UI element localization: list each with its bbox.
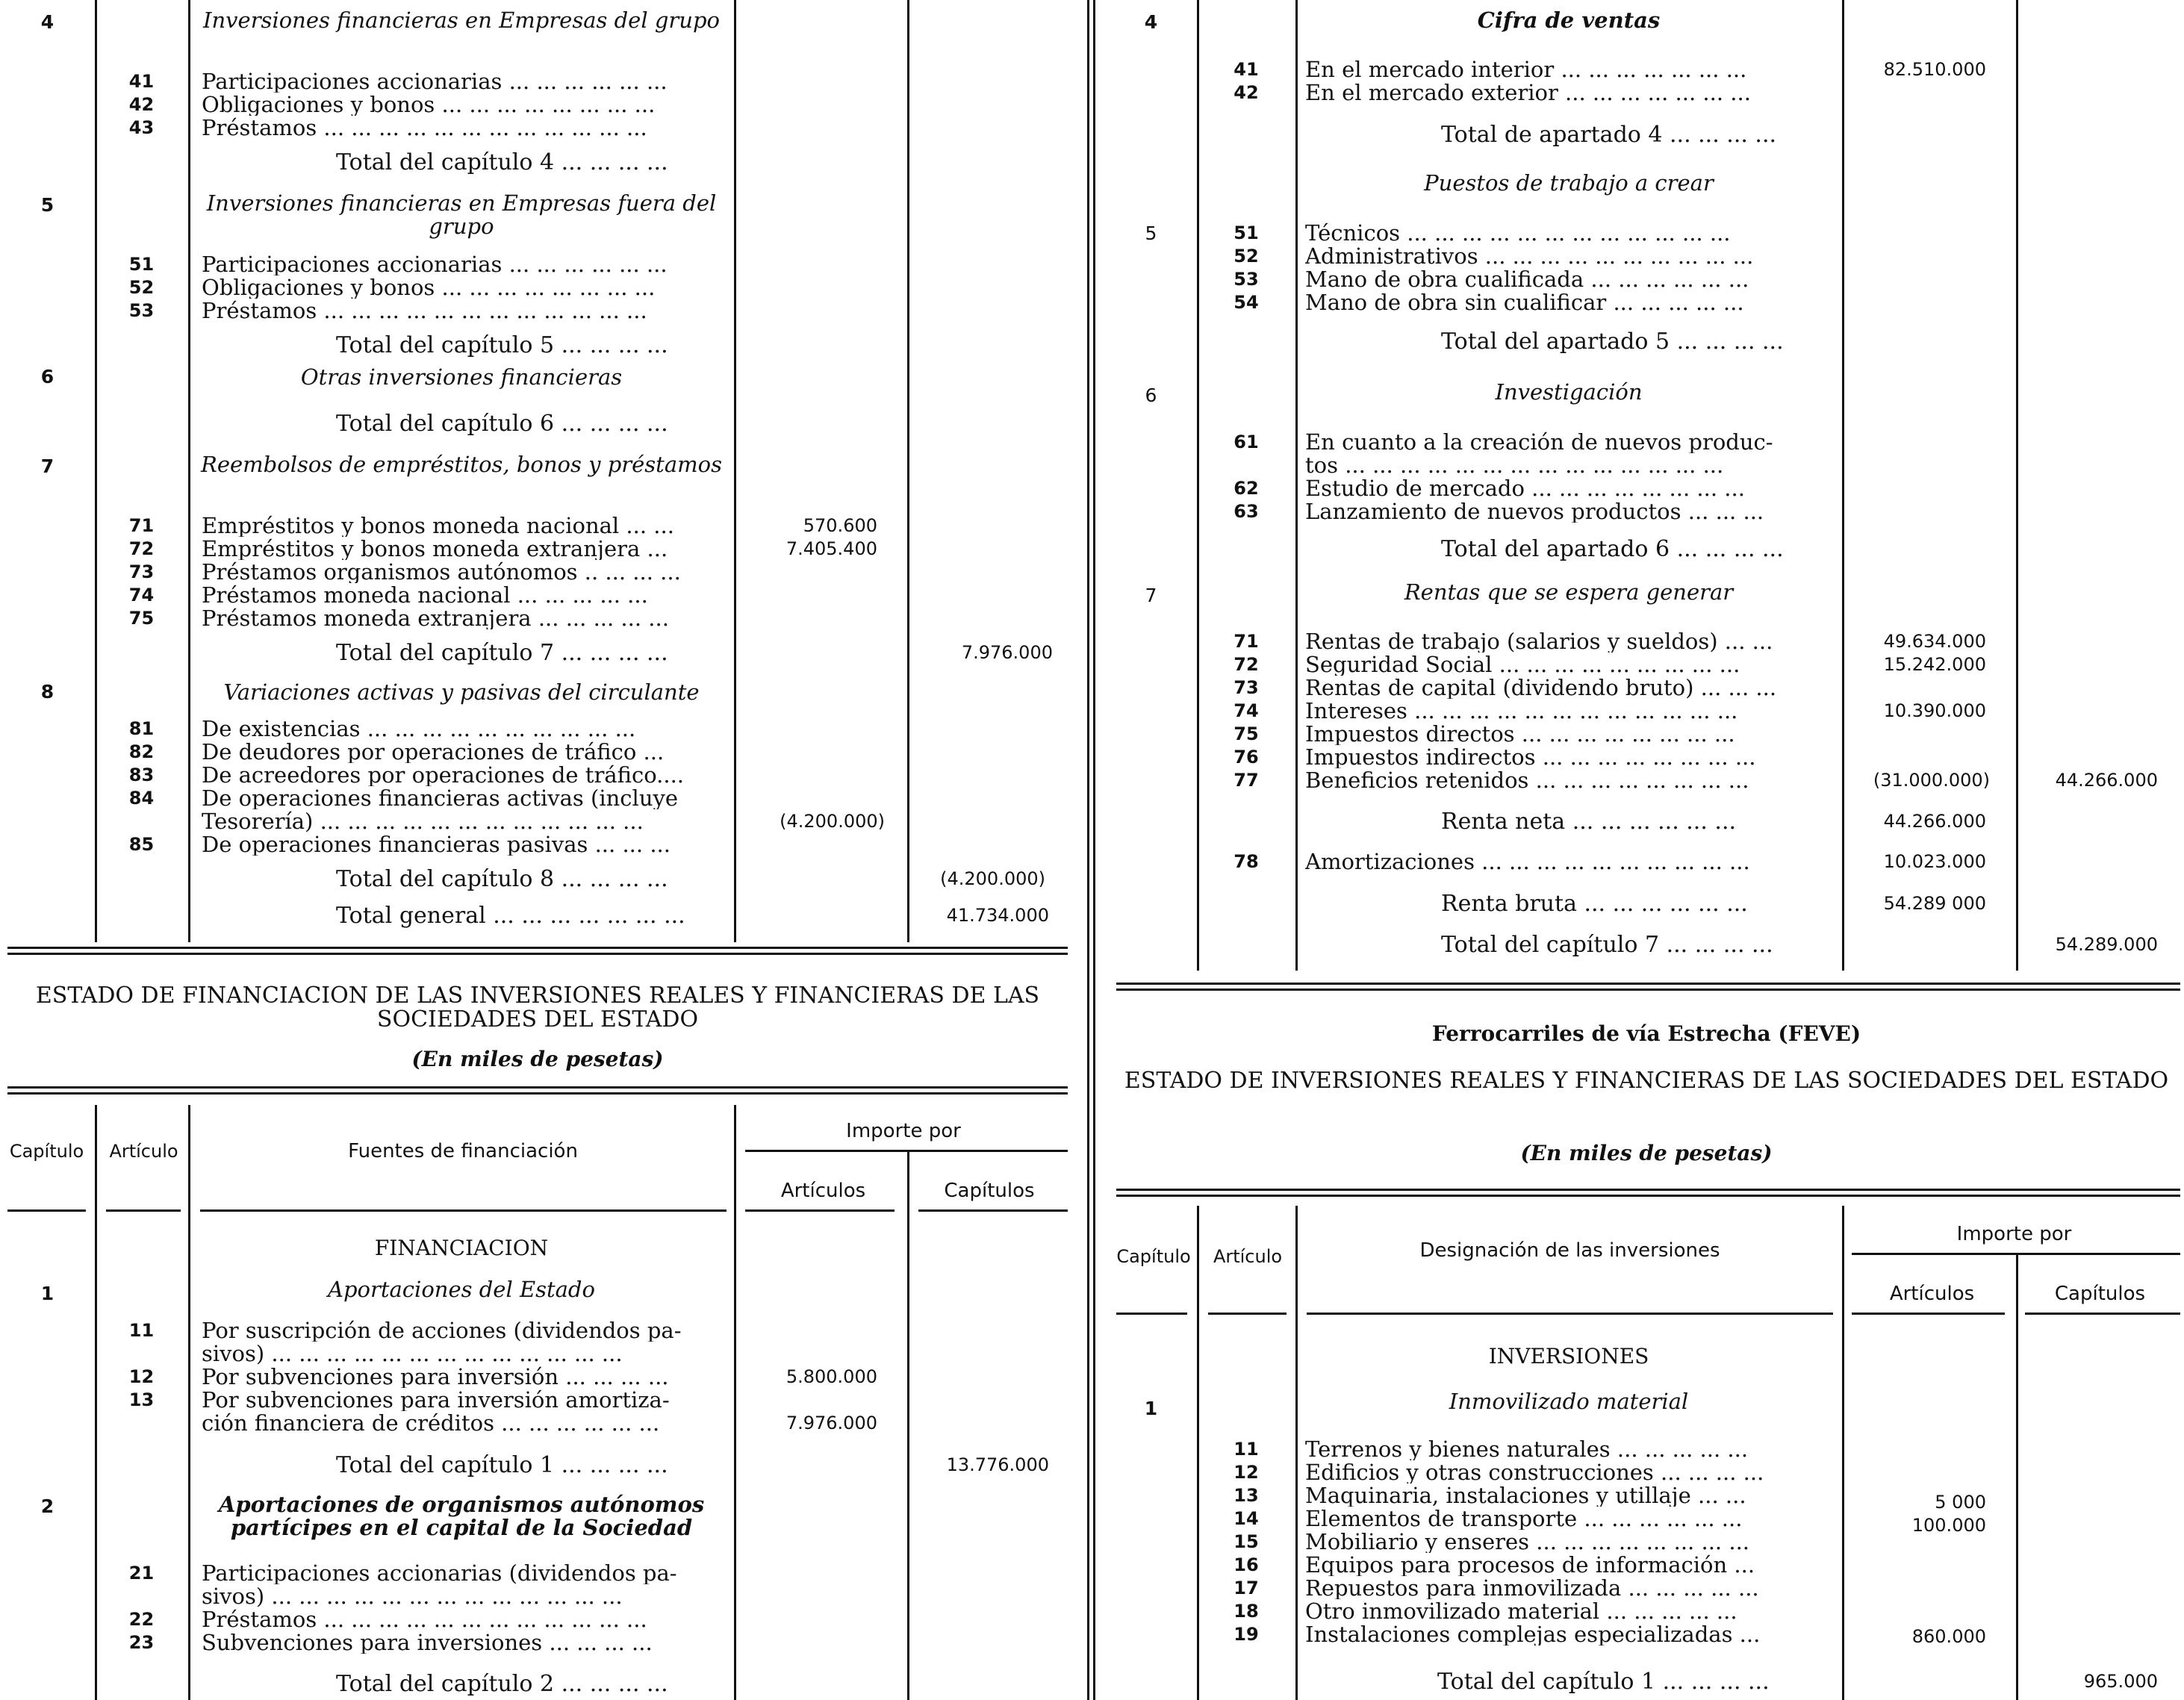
chapter-title: Aportaciones de organismos autónomos partícipes en el capital de la Sociedad (218, 1492, 705, 1540)
articulo-number: 52 (128, 277, 155, 298)
chapter-title: Inversiones financieras en Empresas fuera del grupo (206, 190, 717, 239)
articulo-number: 42 (128, 94, 155, 115)
capitulo-number: 1 (1144, 1398, 1158, 1419)
row-label: Estudio de mercado ... ... ... ... ... ... ... ... (1305, 476, 1745, 499)
chapter-total: Total del apartado 5 ... ... ... ... (1441, 329, 1784, 355)
capitulo-number: 5 (1145, 222, 1157, 244)
col-header-capitulo: Capítulo (9, 1141, 84, 1162)
row-label: Obligaciones y bonos ... ... ... ... ... ... ... ... (202, 92, 656, 116)
chapter-total: Total del capítulo 6 ... ... ... ... (336, 411, 668, 437)
row-label: De operaciones financieras pasivas ... ... ... (202, 832, 671, 856)
articulos-amount: 7.405.400 (785, 538, 877, 559)
grand-total-amount: 41.734.000 (946, 905, 1049, 926)
row-label: Técnicos ... ... ... ... ... ... ... ... ... ... ... ... (1305, 220, 1731, 244)
grand-total: Total general ... ... ... ... ... ... ... (336, 903, 685, 929)
row-label: Amortizaciones ... ... ... ... ... ... ... ... ... ... (1305, 849, 1750, 873)
subtotal-row: Renta bruta ... ... ... ... ... ... (1441, 891, 1748, 917)
table-units: (En miles de pesetas) (1520, 1141, 1773, 1165)
articulo-number: 84 (128, 788, 155, 809)
articulo-number: 23 (128, 1632, 155, 1653)
articulo-number: 74 (1233, 700, 1259, 721)
articulos-amount: 82.510.000 (1883, 59, 1986, 80)
col-header-capitulo: Capítulo (1116, 1246, 1191, 1267)
row-label: En cuanto a la creación de nuevos produc- (1305, 429, 1773, 453)
row-label: Edificios y otras construcciones ... ... ... ... (1305, 1460, 1764, 1483)
row-label: Administrativos ... ... ... ... ... ... ... ... ... ... (1305, 243, 1754, 267)
col-header-articulo: Artículo (1213, 1246, 1283, 1267)
capitulos-amount: 54.289.000 (2055, 934, 2158, 955)
row-label: De existencias ... ... ... ... ... ... ... ... ... ... (202, 716, 636, 740)
col-header-description: Designación de las inversiones (1419, 1239, 1720, 1262)
articulo-number: 51 (128, 254, 155, 275)
chapter-title: Otras inversiones financieras (300, 364, 623, 390)
col-header-capitulos: Capítulos (2054, 1283, 2146, 1305)
capitulo-number: 2 (40, 1495, 55, 1517)
capitulos-amount: 44.266.000 (2055, 770, 2158, 791)
row-label: Maquinaria, instalaciones y utillaje ... ... (1305, 1483, 1746, 1507)
row-label: Mano de obra sin cualificar ... ... ... ... ... (1305, 290, 1744, 314)
articulo-number: 73 (1233, 677, 1259, 698)
subtotal-row: Renta neta ... ... ... ... ... ... (1441, 809, 1737, 835)
row-label: Rentas de capital (dividendo bruto) ... ... ... (1305, 675, 1777, 699)
articulos-amount: 49.634.000 (1883, 631, 1986, 652)
articulo-number: 19 (1233, 1624, 1259, 1645)
row-label-continued: sivos) ... ... ... ... ... ... ... ... ... ... ... ... ... (202, 1341, 623, 1365)
section-heading: FINANCIACION (374, 1236, 549, 1260)
articulos-amount: 54.289 000 (1883, 893, 1986, 914)
articulo-number: 71 (128, 515, 155, 536)
capitulo-number: 4 (1144, 11, 1158, 33)
row-label: Por subvenciones para inversión ... ... ... ... (202, 1364, 669, 1388)
row-label: Seguridad Social ... ... ... ... ... ... ... ... ... (1305, 652, 1740, 676)
articulo-number: 52 (1233, 246, 1259, 267)
chapter-title: Inversiones financieras en Empresas del grupo (203, 7, 720, 33)
capitulo-number: 7 (40, 455, 55, 477)
row-label: Otro inmovilizado material ... ... ... ... ... (1305, 1598, 1737, 1622)
row-label: En el mercado interior ... ... ... ... ... ... ... (1305, 57, 1747, 81)
articulo-number: 85 (128, 834, 155, 855)
row-label: De operaciones financieras activas (incluye (202, 785, 679, 809)
row-label: Por subvenciones para inversión amortiza- (202, 1387, 670, 1411)
articulo-number: 82 (128, 741, 155, 762)
row-label: Subvenciones para inversiones ... ... ... ... (202, 1630, 653, 1654)
chapter-total: Total del apartado 6 ... ... ... ... (1441, 536, 1784, 562)
chapter-total: Total de apartado 4 ... ... ... ... (1441, 122, 1777, 148)
row-label: Repuestos para inmovilizada ... ... ... ... ... (1305, 1575, 1759, 1599)
row-label: Participaciones accionarias ... ... ... ... ... ... (202, 69, 668, 93)
chapter-title: Investigación (1495, 379, 1643, 405)
chapter-title: Cifra de ventas (1477, 7, 1661, 33)
row-label: Equipos para procesos de información ... (1305, 1552, 1755, 1576)
row-label: Elementos de transporte ... ... ... ... ... ... (1305, 1506, 1743, 1530)
table-units: (En miles de pesetas) (411, 1047, 664, 1071)
chapter-total: Total del capítulo 7 ... ... ... ... (336, 640, 668, 666)
articulos-amount: (4.200.000) (780, 811, 885, 832)
row-label: Por suscripción de acciones (dividendos pa- (202, 1318, 682, 1342)
articulo-number: 74 (128, 585, 155, 605)
articulo-number: 62 (1233, 478, 1259, 499)
articulo-number: 18 (1233, 1601, 1259, 1622)
articulos-amount: 10.390.000 (1883, 700, 1986, 721)
articulo-number: 12 (128, 1366, 155, 1387)
company-name: Ferrocarriles de vía Estrecha (FEVE) (1431, 1021, 1861, 1046)
articulo-number: 41 (1233, 59, 1259, 80)
articulo-number: 77 (1233, 770, 1259, 791)
row-label: Préstamos organismos autónomos .. ... ... ... (202, 559, 681, 583)
col-header-importe: Importe por (1956, 1223, 2072, 1245)
articulo-number: 16 (1233, 1554, 1259, 1575)
capitulo-number: 8 (40, 681, 55, 703)
articulo-number: 21 (128, 1563, 155, 1584)
chapter-title: Reembolsos de empréstitos, bonos y préstamos (201, 452, 722, 477)
articulo-number: 51 (1233, 222, 1259, 243)
row-label: Obligaciones y bonos ... ... ... ... ... ... ... ... (202, 275, 656, 299)
articulo-number: 22 (128, 1609, 155, 1630)
row-label-continued: tos ... ... ... ... ... ... ... ... ... ... ... ... ... ... (1305, 452, 1724, 476)
chapter-total: Total del capítulo 1 ... ... ... ... (336, 1452, 668, 1478)
chapter-title: Aportaciones del Estado (328, 1277, 595, 1302)
col-header-capitulos: Capítulos (944, 1180, 1035, 1202)
articulos-amount: 100.000 (1911, 1515, 1986, 1536)
articulo-number: 14 (1233, 1508, 1259, 1529)
articulos-amount: 44.266.000 (1883, 811, 1986, 832)
articulo-number: 11 (128, 1320, 155, 1341)
row-label: Terrenos y bienes naturales ... ... ... ... ... (1305, 1436, 1749, 1460)
articulos-amount: 10.023.000 (1883, 851, 1986, 872)
articulos-amount: 7.976.000 (785, 1413, 877, 1433)
row-label: Participaciones accionarias ... ... ... ... ... ... (202, 252, 668, 275)
articulo-number: 72 (128, 538, 155, 559)
articulos-amount: (31.000.000) (1873, 770, 1990, 791)
capitulo-number: 5 (40, 194, 55, 216)
col-header-description: Fuentes de financiación (348, 1140, 578, 1162)
capitulos-amount: 13.776.000 (946, 1454, 1049, 1475)
articulos-amount: 570.600 (803, 515, 877, 536)
articulo-number: 41 (128, 71, 155, 92)
articulo-number: 78 (1233, 851, 1259, 872)
col-header-articulo: Artículo (109, 1141, 178, 1162)
articulos-amount: 5 000 (1935, 1492, 1986, 1513)
articulo-number: 53 (1233, 269, 1259, 290)
row-label: Empréstitos y bonos moneda nacional ... ... (202, 513, 674, 537)
articulo-number: 43 (128, 117, 155, 138)
articulo-number: 54 (1233, 292, 1259, 313)
articulo-number: 17 (1233, 1578, 1259, 1598)
col-header-articulos: Artículos (780, 1180, 866, 1202)
articulo-number: 81 (128, 718, 155, 739)
row-label-continued: sivos) ... ... ... ... ... ... ... ... ... ... ... ... ... (202, 1584, 623, 1607)
row-label: Préstamos moneda extranjera ... ... ... ... ... (202, 605, 669, 629)
row-label: De acreedores por operaciones de tráfico.... (202, 762, 685, 786)
articulo-number: 76 (1233, 747, 1259, 768)
articulo-number: 83 (128, 765, 155, 785)
articulos-amount: 860.000 (1911, 1626, 1986, 1647)
row-label: Mobiliario y enseres ... ... ... ... ... ... ... ... (1305, 1529, 1750, 1553)
row-label: Beneficios retenidos ... ... ... ... ... ... ... ... (1305, 768, 1749, 791)
articulo-number: 53 (128, 300, 155, 321)
row-label: Participaciones accionarias (dividendos pa- (202, 1560, 677, 1584)
chapter-total: Total del capítulo 8 ... ... ... ... (336, 866, 668, 892)
row-label: Préstamos ... ... ... ... ... ... ... ... ... ... ... ... (202, 115, 647, 139)
row-label: Impuestos directos ... ... ... ... ... ... ... ... (1305, 721, 1735, 745)
articulo-number: 75 (1233, 723, 1259, 744)
row-label: Intereses ... ... ... ... ... ... ... ... ... ... ... ... (1305, 698, 1738, 722)
row-label: Rentas de trabajo (salarios y sueldos) ... ... (1305, 629, 1773, 653)
articulo-number: 13 (1233, 1485, 1259, 1506)
row-label: De deudores por operaciones de tráfico ... (202, 739, 665, 763)
articulo-number: 12 (1233, 1462, 1259, 1483)
chapter-total: Total del capítulo 1 ... ... ... ... (1437, 1669, 1770, 1695)
articulo-number: 72 (1233, 654, 1259, 675)
capitulo-number: 1 (40, 1283, 55, 1304)
articulo-number: 73 (128, 561, 155, 582)
row-label: Préstamos moneda nacional ... ... ... ... ... (202, 582, 648, 606)
articulo-number: 71 (1233, 631, 1259, 652)
table-heading: ESTADO DE FINANCIACION DE LAS INVERSIONES REALES Y FINANCIERAS DE LAS SOCIEDADES DEL ESTADO (35, 983, 1040, 1033)
chapter-title: Inmovilizado material (1449, 1389, 1689, 1414)
section-title: Puestos de trabajo a crear (1424, 170, 1714, 196)
chapter-total: Total del capítulo 4 ... ... ... ... (336, 149, 668, 175)
articulo-number: 15 (1233, 1531, 1259, 1552)
row-label: Instalaciones complejas especializadas ... (1305, 1622, 1761, 1645)
capitulos-amount: 965.000 (2083, 1671, 2158, 1692)
section-heading: INVERSIONES (1488, 1344, 1649, 1369)
row-label: Impuestos indirectos ... ... ... ... ... ... ... ... (1305, 744, 1756, 768)
row-label: En el mercado exterior ... ... ... ... ... ... ... (1305, 80, 1751, 104)
capitulo-number: 4 (40, 11, 55, 33)
col-header-importe: Importe por (846, 1120, 961, 1142)
capitulos-amount: 7.976.000 (961, 642, 1053, 663)
articulo-number: 75 (128, 608, 155, 629)
articulo-number: 63 (1233, 501, 1259, 522)
col-header-articulos: Artículos (1889, 1283, 1975, 1305)
capitulo-number: 6 (40, 366, 55, 387)
articulos-amount: 15.242.000 (1883, 654, 1986, 675)
articulo-number: 42 (1233, 82, 1259, 103)
row-label: Préstamos ... ... ... ... ... ... ... ... ... ... ... ... (202, 1607, 647, 1631)
chapter-title: Variaciones activas y pasivas del circulante (223, 679, 700, 705)
chapter-total: Total del capítulo 5 ... ... ... ... (336, 332, 668, 358)
articulos-amount: 5.800.000 (785, 1366, 877, 1387)
row-label: Empréstitos y bonos moneda extranjera ... (202, 536, 668, 560)
articulo-number: 61 (1233, 432, 1259, 452)
articulo-number: 11 (1233, 1439, 1259, 1460)
table-heading: ESTADO DE INVERSIONES REALES Y FINANCIERAS DE LAS SOCIEDADES DEL ESTADO (1124, 1068, 2169, 1094)
capitulo-number: 7 (1145, 585, 1157, 606)
row-label: Lanzamiento de nuevos productos ... ... ... (1305, 499, 1764, 523)
chapter-total: Total del capítulo 7 ... ... ... ... (1441, 932, 1773, 958)
articulo-number: 13 (128, 1389, 155, 1410)
capitulos-amount: (4.200.000) (940, 868, 1045, 889)
row-label-continued: Tesorería) ... ... ... ... ... ... ... ... ... ... ... ... (202, 809, 644, 832)
chapter-total: Total del capítulo 2 ... ... ... ... (336, 1671, 668, 1697)
capitulo-number: 6 (1145, 384, 1157, 406)
row-label: Préstamos ... ... ... ... ... ... ... ... ... ... ... ... (202, 298, 647, 322)
chapter-title: Rentas que se espera generar (1404, 579, 1734, 605)
row-label: Mano de obra cualificada ... ... ... ... ... ... (1305, 267, 1749, 290)
row-label-continued: ción financiera de créditos ... ... ... ... ... ... (202, 1410, 660, 1434)
